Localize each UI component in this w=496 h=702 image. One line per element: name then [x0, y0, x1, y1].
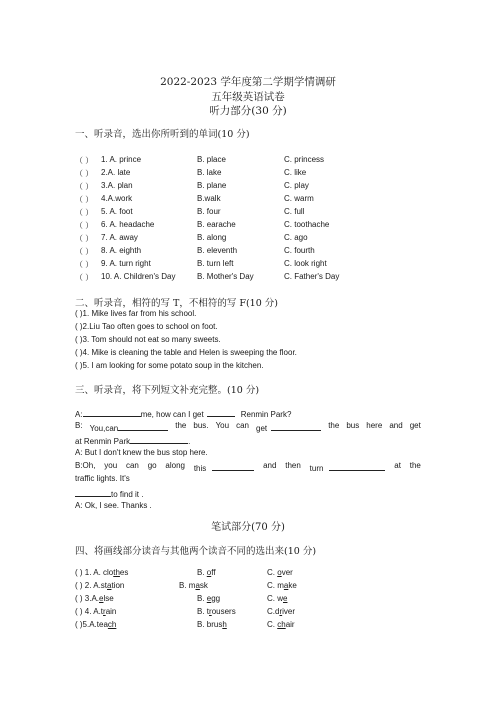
answer-bracket[interactable]: （ ） [75, 182, 94, 191]
listening-part-title: 听力部分(30 分) [209, 105, 287, 117]
answer-bracket[interactable]: （ ） [75, 208, 94, 217]
word-part: ain [105, 607, 117, 616]
option-b [197, 607, 236, 616]
option-b: B. eleventh [197, 246, 238, 255]
option-b: B. lake [197, 168, 222, 177]
passage-line-8: A: Ok, I see. Thanks . [75, 501, 152, 510]
word-part: ff [211, 568, 216, 577]
option-c: C. warm [284, 194, 314, 203]
option-b [197, 594, 220, 603]
word-part: es [119, 568, 129, 577]
underlined-letters: a [283, 581, 289, 590]
answer-bracket[interactable]: （ ） [75, 234, 94, 243]
option-a[interactable] [75, 568, 128, 577]
option-a: 4.A.work [101, 194, 133, 203]
word-part: ( ) 1. A. [75, 568, 104, 577]
word-part: iver [282, 607, 296, 616]
option-b: B. Mother's Day [197, 272, 254, 281]
exam-title: 2022-2023 学年度第二学期学情调研 [160, 76, 336, 88]
section2-item: ( )2.Liu Tao often goes to school on foot. [75, 322, 218, 331]
option-a: 7. A. away [101, 233, 138, 242]
answer-blank[interactable] [75, 487, 111, 497]
word-part: B. m [179, 581, 196, 590]
option-b [179, 581, 208, 590]
option-b: B. place [197, 155, 226, 164]
underlined-letters: e [99, 594, 104, 603]
answer-blank[interactable] [271, 421, 321, 431]
option-a: 8. A. eighth [101, 246, 142, 255]
word-part: air [285, 620, 295, 629]
passage-line-3: at Renmin Park . [75, 434, 190, 446]
underlined-letters: r [103, 607, 106, 616]
word-part: ver [281, 568, 293, 577]
passage-line-1: A: me, how can I get Renmin Park? [75, 407, 291, 419]
answer-blank[interactable] [212, 461, 254, 471]
option-a: 10. A. Children's Day [101, 272, 176, 281]
option-b: B. plane [197, 181, 227, 190]
word-part: C. w [267, 594, 283, 603]
option-b [197, 568, 216, 577]
word-part: ke [288, 581, 297, 590]
section3-heading: 三、听录音，将下列短文补充完整。(10 分) [75, 385, 260, 396]
option-c: C. ago [284, 233, 308, 242]
section2-item: ( )1. Mike lives far from his school. [75, 309, 197, 318]
passage-line-4: A: But I don't knew the bus stop here. [75, 448, 208, 457]
underlined-letters: e [206, 594, 212, 603]
passage-line-2: B: You,can the bus. You can get the bus here and get [75, 421, 421, 433]
passage-line-5: B:Oh, you can go along this and then turn at the [75, 461, 421, 473]
answer-blank[interactable] [130, 434, 188, 444]
option-c [267, 594, 287, 603]
underlined-letters: h [222, 620, 227, 629]
word-part: clo [103, 568, 114, 577]
option-c: C. look right [284, 259, 327, 268]
answer-bracket[interactable]: （ ） [75, 247, 94, 256]
underlined-letters: ch [277, 620, 286, 629]
word-part: tion [111, 581, 125, 590]
option-b: B.walk [197, 194, 221, 203]
option-a[interactable] [75, 581, 124, 590]
option-a: 3.A. plan [101, 181, 133, 190]
option-c [267, 581, 297, 590]
answer-blank[interactable] [329, 461, 385, 471]
option-c [267, 620, 295, 629]
option-a[interactable] [75, 607, 116, 616]
answer-blank[interactable] [118, 421, 168, 431]
section2-item: ( )4. Mike is cleaning the table and Helen is sweeping the floor. [75, 348, 297, 357]
option-b: B. along [197, 233, 227, 242]
word-part: ( ) 2. A.st [75, 581, 108, 590]
word-part: ( ) 4. A.t [75, 607, 104, 616]
word-part: C. m [267, 581, 284, 590]
underlined-letters: a [107, 581, 112, 590]
word-part: ( ) 3.A. [75, 594, 100, 603]
option-a: 2.A. late [101, 168, 131, 177]
underlined-letters: e [283, 594, 288, 603]
answer-bracket[interactable]: （ ） [75, 156, 94, 165]
option-c: C. full [284, 207, 305, 216]
option-b: B. earache [197, 220, 236, 229]
answer-bracket[interactable]: （ ） [75, 195, 94, 204]
answer-bracket[interactable]: （ ） [75, 260, 94, 269]
option-a: 6. A. headache [101, 220, 155, 229]
underlined-letters: o [277, 568, 282, 577]
passage-line-7: to find it . [75, 487, 143, 499]
underlined-letters: ch [107, 620, 117, 629]
word-part: B. [197, 594, 207, 603]
answer-bracket[interactable]: （ ） [75, 273, 94, 282]
answer-blank[interactable] [83, 407, 141, 417]
option-c [267, 607, 295, 616]
passage-line-6: traffic lights. It's [75, 474, 130, 483]
option-a: 9. A. turn right [101, 259, 151, 268]
section2-item: ( )5. I am looking for some potato soup in the kitchen. [75, 361, 264, 370]
written-part-title: 笔试部分(70 分) [211, 522, 285, 533]
underlined-letters: th [113, 568, 120, 577]
option-b: B. turn left [197, 259, 234, 268]
word-part: gg [211, 594, 221, 603]
section2-item: ( )3. Tom should not eat so many sweets. [75, 335, 221, 344]
section4-heading: 四、将画线部分读音与其他两个读音不同的选出来(10 分) [75, 546, 317, 557]
answer-bracket[interactable]: （ ） [75, 169, 94, 178]
word-part: C.d [267, 607, 280, 616]
underlined-letters: o [206, 568, 212, 577]
underlined-letters: r [279, 607, 283, 616]
option-b [197, 620, 227, 629]
word-part: B. [197, 568, 207, 577]
word-part: B. brus [197, 620, 223, 629]
word-part: ousers [211, 607, 236, 616]
option-a[interactable] [75, 620, 116, 629]
option-c [267, 568, 293, 577]
answer-bracket[interactable]: （ ） [75, 221, 94, 230]
option-a: 1. A. prince [101, 155, 142, 164]
option-c: C. fourth [284, 246, 315, 255]
option-b: B. four [197, 207, 221, 216]
section2-heading: 二、听录音，相符的写 T，不相符的写 F(10 分) [75, 298, 278, 309]
underlined-letters: r [209, 607, 212, 616]
word-part: lse [103, 594, 114, 603]
word-part: ( )5.A.tea [75, 620, 108, 629]
underlined-letters: a [195, 581, 200, 590]
option-c: C. toothache [284, 220, 330, 229]
answer-blank[interactable] [207, 407, 235, 417]
option-a: 5. A. foot [101, 207, 133, 216]
exam-subtitle: 五年级英语试卷 [211, 91, 285, 103]
option-c: C. play [284, 181, 309, 190]
word-part: C. [267, 568, 278, 577]
option-a[interactable] [75, 594, 114, 603]
option-c: C. Father's Day [284, 272, 340, 281]
word-part: C. [267, 620, 278, 629]
word-part: B. t [197, 607, 210, 616]
option-c: C. princess [284, 155, 325, 164]
word-part: sk [199, 581, 208, 590]
option-c: C. like [284, 168, 307, 177]
section1-heading: 一、听录音，选出你所听到的单词(10 分) [75, 129, 250, 140]
